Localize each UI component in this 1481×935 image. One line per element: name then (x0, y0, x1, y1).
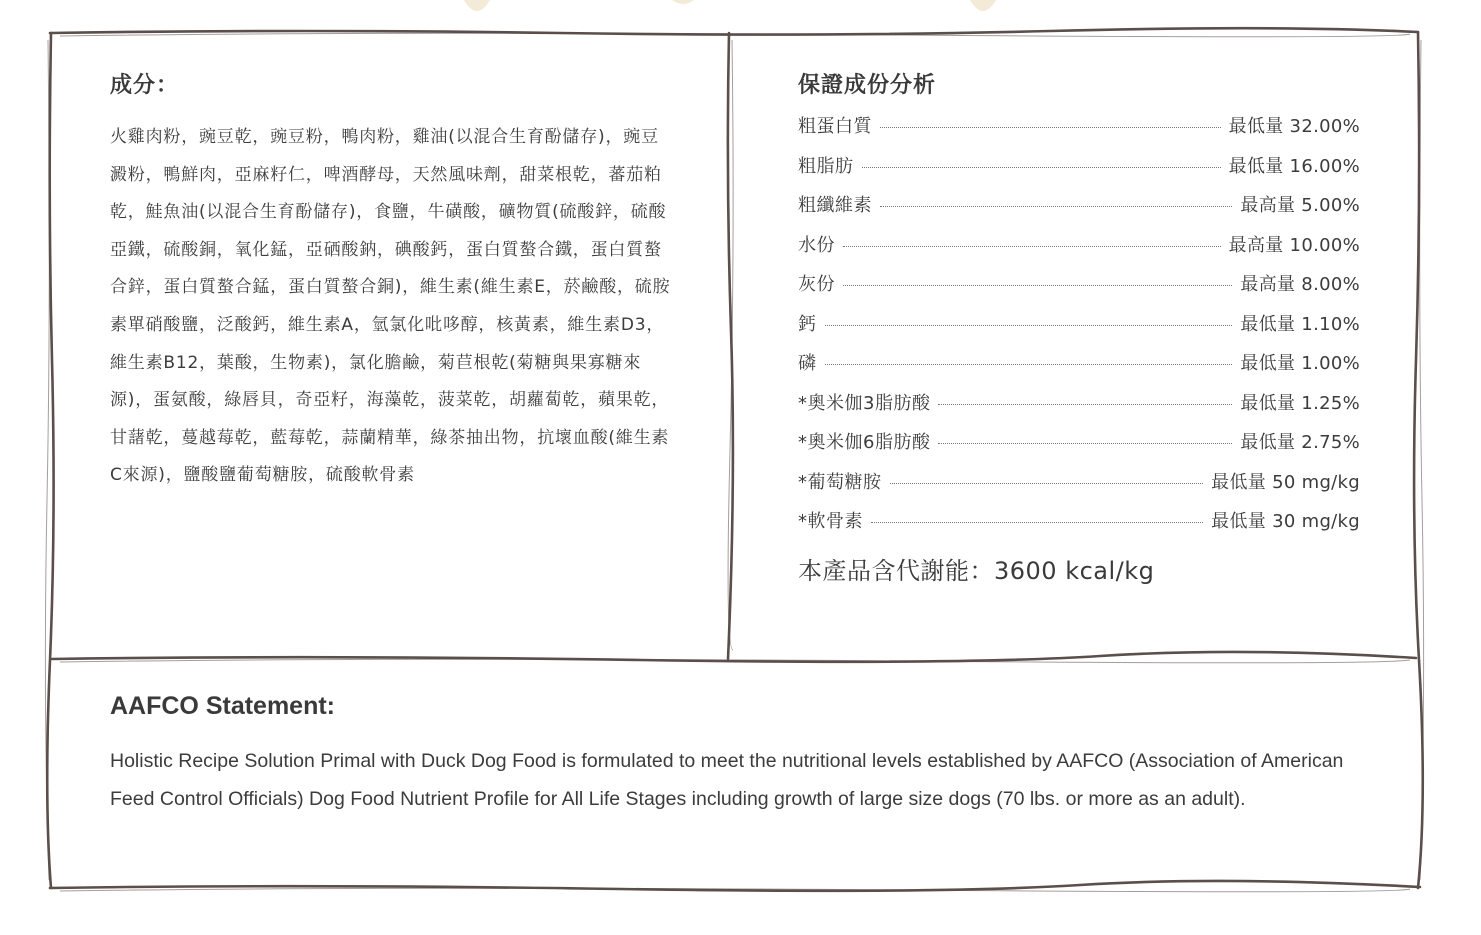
analysis-value: 最低量 1.25% (1240, 392, 1360, 414)
analysis-name: 粗脂肪 (798, 155, 854, 177)
guaranteed-analysis-list (798, 112, 1360, 547)
analysis-row (798, 507, 1360, 547)
analysis-value: 最高量 10.00% (1228, 234, 1360, 256)
paw-decoration-icon (668, 0, 698, 22)
dotted-leader (880, 206, 1232, 207)
dotted-leader (938, 443, 1232, 444)
aafco-title: AAFCO Statement: (110, 692, 336, 720)
paw-decoration-icon (462, 0, 492, 22)
analysis-value: 最低量 16.00% (1228, 155, 1360, 177)
dotted-leader (825, 364, 1233, 365)
dotted-leader (880, 127, 1221, 128)
analysis-value: 最低量 30 mg/kg (1211, 511, 1360, 532)
ingredients-title: 成分： (110, 73, 180, 98)
analysis-value: 最低量 32.00% (1228, 116, 1360, 137)
dotted-leader (862, 167, 1221, 168)
guaranteed-analysis-title: 保證成份分析 (798, 73, 937, 98)
analysis-name: 灰份 (798, 274, 835, 295)
dotted-leader (871, 522, 1203, 523)
analysis-row (798, 231, 1360, 271)
analysis-row (798, 389, 1360, 429)
analysis-row (798, 468, 1360, 508)
paw-decoration-icon (968, 0, 998, 22)
analysis-name: 鈣 (798, 313, 817, 335)
analysis-value: 最高量 8.00% (1240, 274, 1360, 295)
analysis-value: 最低量 2.75% (1240, 432, 1360, 453)
analysis-name: 粗纖維素 (798, 195, 872, 216)
analysis-row (798, 349, 1360, 389)
dotted-leader (825, 325, 1233, 326)
analysis-value: 最高量 5.00% (1240, 195, 1360, 216)
dotted-leader (843, 246, 1221, 247)
analysis-row (798, 112, 1360, 152)
analysis-row (798, 428, 1360, 468)
aafco-statement: Holistic Recipe Solution Primal with Duck Dog Food is formulated to meet the nutritional levels established by AAFCO (Association of American Feed Control Officials) Dog Food Nutrient Profile for All Life Stages including growth of large size dogs (70 lbs. or more as an adult). (110, 750, 1344, 810)
analysis-name: *奧米伽6脂肪酸 (798, 432, 931, 453)
analysis-value: 最低量 1.10% (1240, 313, 1360, 335)
analysis-row (798, 152, 1360, 192)
dotted-leader (843, 285, 1232, 286)
metabolizable-energy: 本產品含代謝能：3600 kcal/kg (798, 557, 1155, 585)
ingredients-text: 火雞肉粉，豌豆乾，豌豆粉，鴨肉粉，雞油(以混合生育酚儲存)，豌豆澱粉，鴨鮮肉，亞麻籽仁，啤酒酵母，天然風味劑，甜菜根乾，蕃茄粕乾，鮭魚油(以混合生育酚儲存)，食鹽，牛磺酸，礦物質(硫酸鋅，硫酸亞鐵，硫酸銅，氧化錳，亞硒酸鈉，碘酸鈣，蛋白質螯合鐵，蛋白質螯合鋅，蛋白質螯合錳，蛋白質螯合銅)，維生素(維生素E，菸鹼酸，硫胺素單硝酸鹽，泛酸鈣，維生素A，氫氯化吡哆醇，核黃素，維生素D3，維生素B12，葉酸，生物素)，氯化膽鹼，菊苣根乾(菊糖與果寡糖來源)，蛋氨酸，綠唇貝，奇亞籽，海藻乾，菠菜乾，胡蘿蔔乾，蘋果乾，甘藷乾，蔓越莓乾，藍莓乾，蒜蘭精華，綠茶抽出物，抗壞血酸(維生素C來源)，鹽酸鹽葡萄糖胺，硫酸軟骨素 (110, 127, 671, 486)
analysis-row (798, 310, 1360, 350)
analysis-name: 磷 (798, 353, 817, 374)
analysis-name: 粗蛋白質 (798, 116, 872, 137)
analysis-value: 最低量 1.00% (1240, 353, 1360, 374)
analysis-name: *葡萄糖胺 (798, 471, 882, 493)
analysis-name: *軟骨素 (798, 511, 863, 532)
analysis-row (798, 191, 1360, 231)
dotted-leader (890, 483, 1204, 484)
dotted-leader (938, 404, 1232, 405)
analysis-row (798, 270, 1360, 310)
analysis-name: *奧米伽3脂肪酸 (798, 392, 931, 414)
analysis-value: 最低量 50 mg/kg (1211, 471, 1360, 493)
analysis-name: 水份 (798, 234, 835, 256)
